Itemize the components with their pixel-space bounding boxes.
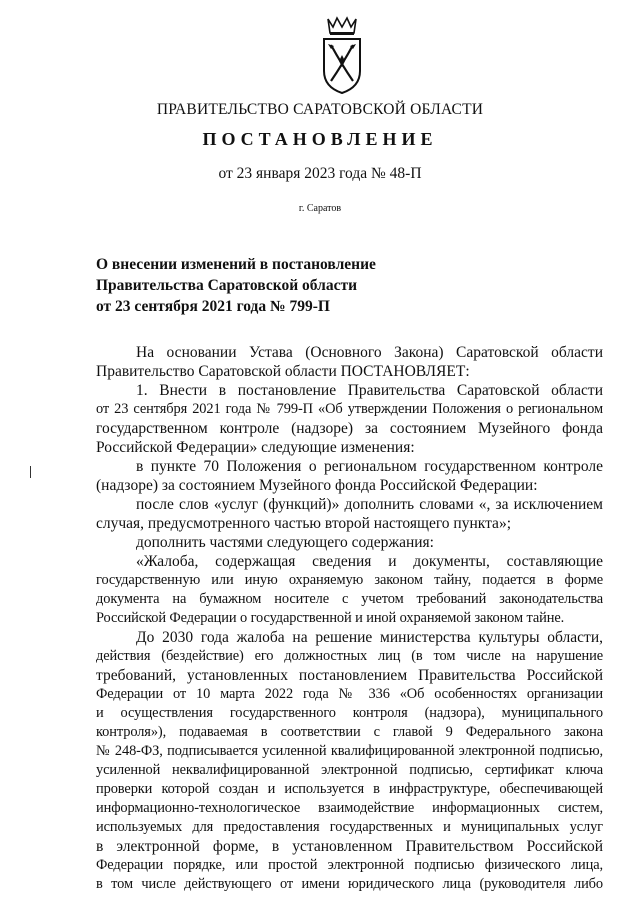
body-line: Правительство Саратовской области ПОСТАНОВЛЯЕТ: bbox=[96, 363, 470, 380]
body-line: от 23 сентября 2021 года № 799-П «Об утверждении Положения о региональном bbox=[96, 401, 603, 417]
body-line: используемых для предоставления государственных и муниципальных услуг bbox=[96, 819, 603, 835]
body-line: требований, установленных постановлением Правительства Российской bbox=[96, 667, 603, 684]
body-line: проверки которой создан и используется в инфраструктуре, обеспечивающей bbox=[96, 781, 603, 797]
document-body bbox=[96, 343, 603, 894]
body-line: информационно-технологическое взаимодействие информационных систем, bbox=[96, 800, 603, 816]
body-line: после слов «услуг (функций)» дополнить словами «, за исключением bbox=[136, 496, 603, 513]
body-line: Федерации порядке, или простой электронной подписью физического лица, bbox=[96, 857, 603, 873]
body-line: в том числе действующего от имени юридического лица (руководителя либо bbox=[96, 876, 603, 892]
subject-line: О внесении изменений в постановление bbox=[96, 256, 376, 273]
body-line: На основании Устава (Основного Закона) Саратовской области bbox=[136, 344, 603, 361]
body-line: Федерации от 10 марта 2022 года № 336 «Об особенностях организации bbox=[96, 686, 603, 702]
body-line: контроля»), подаваемая в соответствии с главой 9 Федерального закона bbox=[96, 724, 603, 740]
coat-of-arms-emblem bbox=[318, 15, 366, 95]
body-line: случая, предусмотренного частью второй настоящего пункта»; bbox=[96, 515, 511, 532]
body-line: До 2030 года жалоба на решение министерства культуры области, bbox=[136, 629, 603, 646]
body-line: в пункте 70 Положения о региональном государственном контроле bbox=[136, 458, 603, 475]
body-line: дополнить частями следующего содержания: bbox=[136, 534, 434, 551]
government-name: ПРАВИТЕЛЬСТВО САРАТОВСКОЙ ОБЛАСТИ bbox=[156, 101, 484, 118]
subject-line: от 23 сентября 2021 года № 799-П bbox=[96, 298, 330, 315]
document-type: ПОСТАНОВЛЕНИЕ bbox=[202, 129, 438, 149]
body-line: усиленной неквалифицированной электронной подписью, сертификат ключа bbox=[96, 762, 603, 778]
subject-line: Правительства Саратовской области bbox=[96, 277, 357, 294]
body-line: и осуществления государственного контроля (надзора), муниципального bbox=[96, 705, 603, 721]
body-line: государственном контроле (надзоре) за состоянием Музейного фонда bbox=[96, 420, 603, 437]
body-line: государственную или иную охраняемую законом тайну, подается в форме bbox=[96, 572, 603, 588]
body-line: (надзоре) за состоянием Музейного фонда Российской Федерации: bbox=[96, 477, 538, 494]
document-city: г. Саратов bbox=[298, 203, 342, 214]
body-line: Российской Федерации» следующие изменения: bbox=[96, 439, 415, 456]
body-line: документа на бумажном носителе с учетом требований законодательства bbox=[96, 591, 603, 607]
body-line: действия (бездействие) его должностных лиц (в том числе на нарушение bbox=[96, 648, 603, 664]
margin-mark bbox=[30, 466, 31, 478]
body-line: в электронной форме, в установленном Правительством Российской bbox=[96, 838, 603, 855]
body-line: № 248-ФЗ, подписывается усиленной квалифицированной электронной подписью, bbox=[96, 743, 603, 759]
body-line: Российской Федерации о государственной и иной охраняемой законом тайне. bbox=[96, 610, 565, 626]
document-date-number: от 23 января 2023 года № 48-П bbox=[218, 165, 422, 182]
document-subject bbox=[96, 254, 376, 317]
body-line: 1. Внести в постановление Правительства Саратовской области bbox=[136, 382, 603, 399]
body-line: «Жалоба, содержащая сведения и документы, составляющие bbox=[136, 553, 603, 570]
